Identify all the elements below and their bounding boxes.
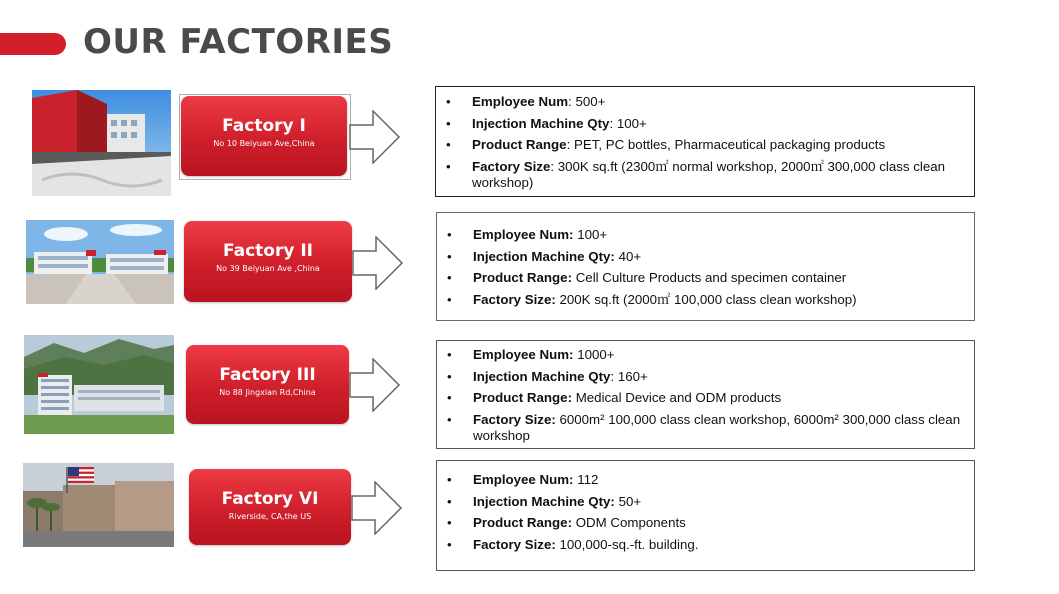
factory-4-arrow-icon (351, 481, 403, 535)
factory-3-size: • Factory Size: 6000m² 100,000 class clean workshop, 6000m² 300,000 class clean workshop (437, 412, 974, 444)
factory-1-machines: • Injection Machine Qty: 100+ (436, 116, 974, 132)
factory-1-size: • Factory Size: 300K sq.ft (2300㎡ normal workshop, 2000㎡ 300,000 class clean workshop) (436, 159, 974, 191)
factory-1-details (436, 87, 974, 191)
factory-3-card (186, 345, 349, 424)
factory-2-photo (26, 220, 174, 304)
factory-3-arrow-icon (349, 358, 401, 412)
factory-2-machines: • Injection Machine Qty: 40+ (437, 249, 974, 265)
factory-2-info-box (436, 212, 975, 321)
factory-2-details (437, 213, 974, 308)
factory-2-product-range: • Product Range: Cell Culture Products and specimen container (437, 270, 974, 286)
factory-2-arrow-icon (352, 236, 404, 290)
factory-3-employee: • Employee Num: 1000+ (437, 347, 974, 363)
factory-3-address: No 88 Jingxian Rd,China (219, 388, 316, 397)
factory-1-name: Factory I (222, 116, 306, 136)
factory-3-photo (24, 335, 174, 434)
factory-4-card (189, 469, 351, 545)
page-title: OUR FACTORIES (83, 22, 394, 62)
factory-1-photo (32, 90, 171, 196)
factory-2-address: No 39 Beiyuan Ave ,China (216, 264, 320, 273)
factory-1-arrow-icon (349, 110, 401, 164)
factory-3-details (437, 341, 974, 444)
factory-2-size: • Factory Size: 200K sq.ft (2000㎡ 100,000 class clean workshop) (437, 292, 974, 308)
factory-1-product-range: • Product Range: PET, PC bottles, Pharmaceutical packaging products (436, 137, 974, 153)
factory-4-photo (23, 463, 174, 547)
factory-2-card (184, 221, 352, 302)
factory-3-product-range: • Product Range: Medical Device and ODM products (437, 390, 974, 406)
factory-3-info-box (436, 340, 975, 449)
title-accent-bar (0, 33, 66, 55)
factory-4-size: • Factory Size: 100,000-sq.-ft. building. (437, 537, 974, 553)
factory-3-machines: • Injection Machine Qty: 160+ (437, 369, 974, 385)
factory-2-employee: • Employee Num: 100+ (437, 227, 974, 243)
factory-1-address: No 10 Beiyuan Ave,China (213, 139, 315, 148)
factory-1-employee: • Employee Num: 500+ (436, 94, 974, 110)
factory-2-name: Factory II (222, 241, 313, 261)
factory-4-machines: • Injection Machine Qty: 50+ (437, 494, 974, 510)
factory-4-employee: • Employee Num: 112 (437, 472, 974, 488)
factory-4-name: Factory VI (221, 489, 319, 509)
factory-4-info-box (436, 460, 975, 571)
factory-1-card (181, 96, 347, 176)
factory-4-product-range: • Product Range: ODM Components (437, 515, 974, 531)
factory-3-name: Factory III (219, 365, 316, 385)
factory-4-details (437, 461, 974, 553)
factory-1-info-box (435, 86, 975, 197)
factory-4-address: Riverside, CA,the US (228, 512, 312, 521)
